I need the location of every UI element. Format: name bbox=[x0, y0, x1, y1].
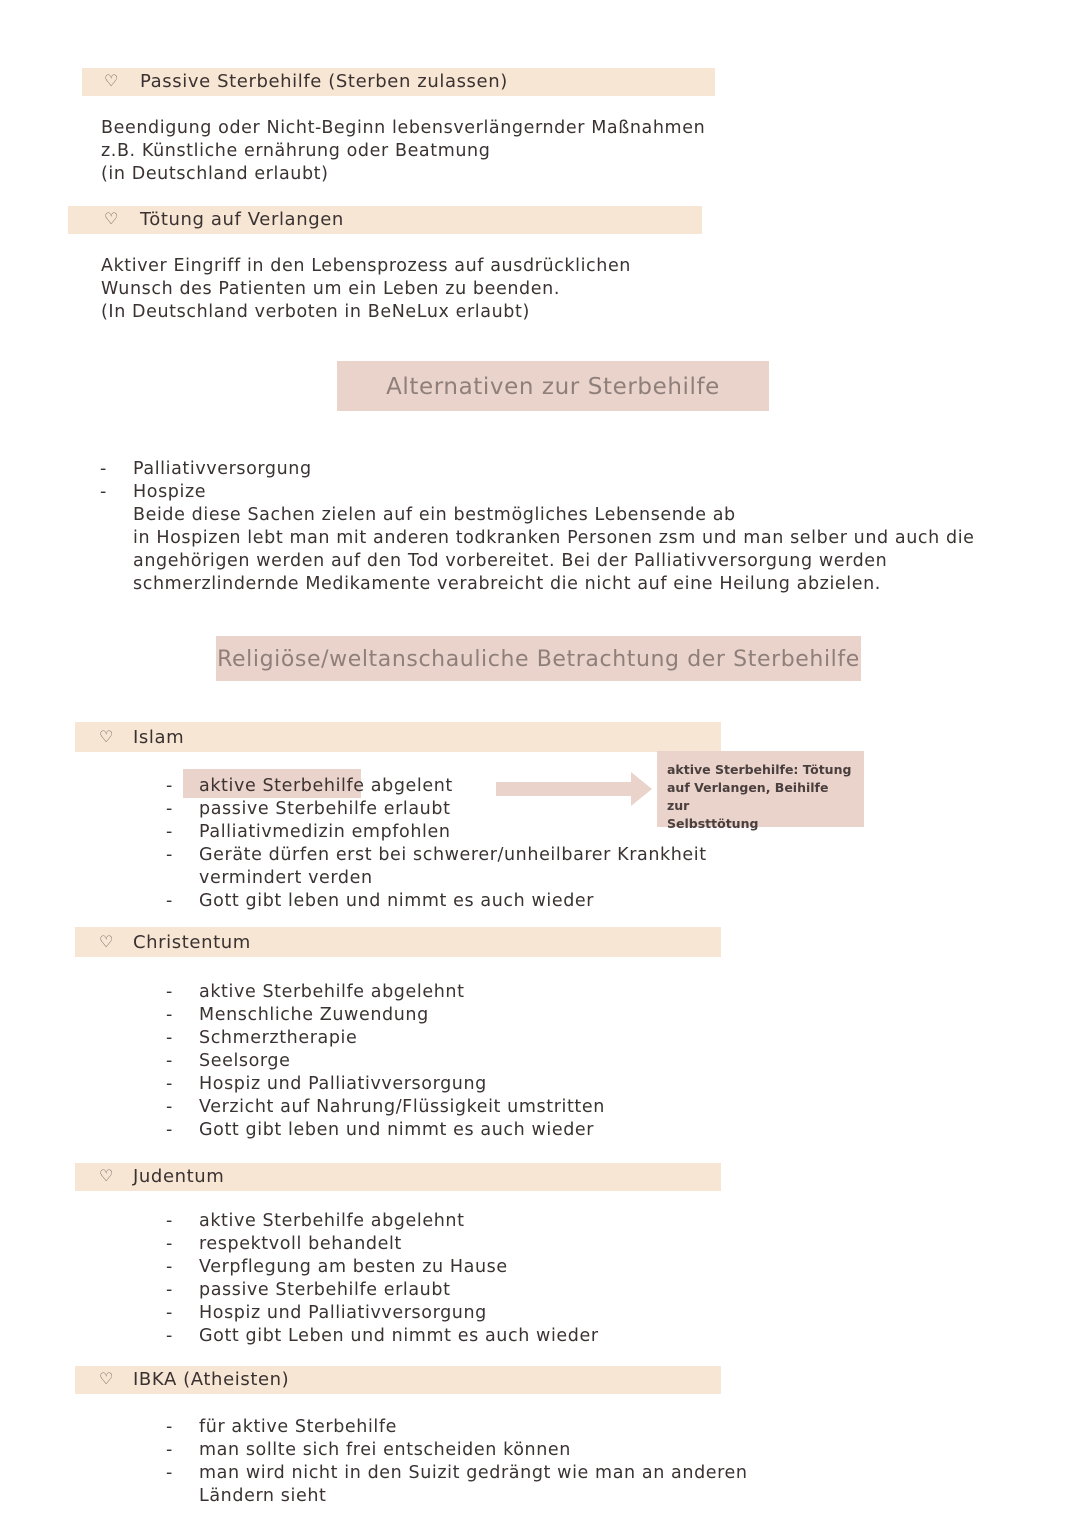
list-item: - Hospize bbox=[100, 482, 207, 502]
list-item: - Hospiz und Palliativversorgung bbox=[166, 1303, 487, 1323]
list-item: - passive Sterbehilfe erlaubt bbox=[166, 799, 451, 819]
text-line: Selbsttötung bbox=[667, 816, 759, 831]
list-item: - man wird nicht in den Suizit gedrängt wie man an anderen bbox=[166, 1463, 748, 1483]
toetung-description bbox=[101, 255, 631, 324]
heading-judentum bbox=[75, 1163, 721, 1191]
list-item: - aktive Sterbehilfe abgelent bbox=[199, 775, 707, 798]
text-line: angehörigen werden auf den Tod vorbereitet. Bei der Palliativversorgung werden bbox=[133, 551, 888, 571]
list-item: - für aktive Sterbehilfe bbox=[166, 1417, 398, 1437]
list-item: - Verpflegung am besten zu Hause bbox=[166, 1257, 508, 1277]
list-item: - Seelsorge bbox=[166, 1051, 291, 1071]
heading-christentum bbox=[75, 927, 721, 957]
heading-text: Christentum bbox=[133, 932, 251, 953]
text-line: (In Deutschland verboten in BeNeLux erlaubt) bbox=[101, 302, 530, 322]
heading-text: Passive Sterbehilfe (Sterben zulassen) bbox=[140, 71, 508, 92]
text-line: schmerzlindernde Medikamente verabreicht die nicht auf eine Heilung abzielen. bbox=[133, 574, 881, 594]
heading-ibka bbox=[75, 1366, 721, 1394]
list-item: - respektvoll behandelt bbox=[166, 1234, 402, 1254]
passive-description bbox=[101, 117, 705, 186]
text-line: (in Deutschland erlaubt) bbox=[101, 164, 329, 184]
list-item: - Gott gibt leben und nimmt es auch wieder bbox=[166, 1120, 595, 1140]
christentum-list bbox=[166, 981, 605, 1142]
alternativen-list bbox=[100, 458, 975, 596]
ibka-list bbox=[166, 1416, 748, 1508]
text-line: auf Verlangen, Beihilfe zur bbox=[667, 780, 829, 813]
section-title-alternativen: Alternativen zur Sterbehilfe bbox=[337, 361, 769, 411]
text-line: Beide diese Sachen zielen auf ein bestmögliches Lebensende ab bbox=[133, 505, 736, 525]
text-line: z.B. Künstliche ernährung oder Beatmung bbox=[101, 141, 491, 161]
section-title-religion: Religiöse/weltanschauliche Betrachtung der Sterbehilfe bbox=[216, 636, 861, 681]
list-item: - aktive Sterbehilfe abgelehnt bbox=[166, 982, 465, 1002]
arrow-right-icon bbox=[496, 770, 656, 810]
text-line: Ländern sieht bbox=[199, 1486, 327, 1506]
heading-text: Tötung auf Verlangen bbox=[140, 209, 344, 230]
list-item: - aktive Sterbehilfe abgelehnt bbox=[166, 1211, 465, 1231]
list-item: - Menschliche Zuwendung bbox=[166, 1005, 429, 1025]
list-item: - Schmerztherapie bbox=[166, 1028, 358, 1048]
heading-text: Judentum bbox=[133, 1166, 225, 1187]
text-line: Wunsch des Patienten um ein Leben zu beenden. bbox=[101, 279, 560, 299]
heart-icon: ♡ bbox=[99, 1166, 114, 1185]
text-line: Aktiver Eingriff in den Lebensprozess auf ausdrücklichen bbox=[101, 256, 631, 276]
judentum-list bbox=[166, 1210, 599, 1348]
heart-icon: ♡ bbox=[99, 1369, 114, 1388]
heading-toetung-auf-verlangen bbox=[68, 206, 702, 234]
list-item: - Verzicht auf Nahrung/Flüssigkeit umstritten bbox=[166, 1097, 605, 1117]
list-item: - Gott gibt Leben und nimmt es auch wieder bbox=[166, 1326, 599, 1346]
list-item: - Palliativmedizin empfohlen bbox=[166, 822, 451, 842]
list-item: - man sollte sich frei entscheiden können bbox=[166, 1440, 571, 1460]
heart-icon: ♡ bbox=[99, 727, 114, 746]
heading-text: IBKA (Atheisten) bbox=[133, 1369, 290, 1390]
list-item: - Hospiz und Palliativversorgung bbox=[166, 1074, 487, 1094]
heart-icon: ♡ bbox=[104, 71, 119, 90]
heading-text: Islam bbox=[133, 727, 185, 748]
note-aktive-sterbehilfe bbox=[657, 751, 864, 831]
list-item: - passive Sterbehilfe erlaubt bbox=[166, 1280, 451, 1300]
heart-icon: ♡ bbox=[99, 932, 114, 951]
heading-passive-sterbehilfe bbox=[82, 68, 715, 96]
heart-icon: ♡ bbox=[104, 209, 119, 228]
list-item: - Geräte dürfen erst bei schwerer/unheilbarer Krankheit bbox=[166, 845, 707, 865]
list-item: - Gott gibt leben und nimmt es auch wieder bbox=[166, 891, 595, 911]
text-line: aktive Sterbehilfe: Tötung bbox=[667, 762, 852, 777]
text-line: vermindert verden bbox=[199, 868, 373, 888]
heading-islam bbox=[75, 722, 721, 752]
list-item: - Palliativversorgung bbox=[100, 459, 312, 479]
text-line: in Hospizen lebt man mit anderen todkranken Personen zsm und man selber und auch die bbox=[133, 528, 975, 548]
text-line: Beendigung oder Nicht-Beginn lebensverlängernder Maßnahmen bbox=[101, 118, 706, 138]
